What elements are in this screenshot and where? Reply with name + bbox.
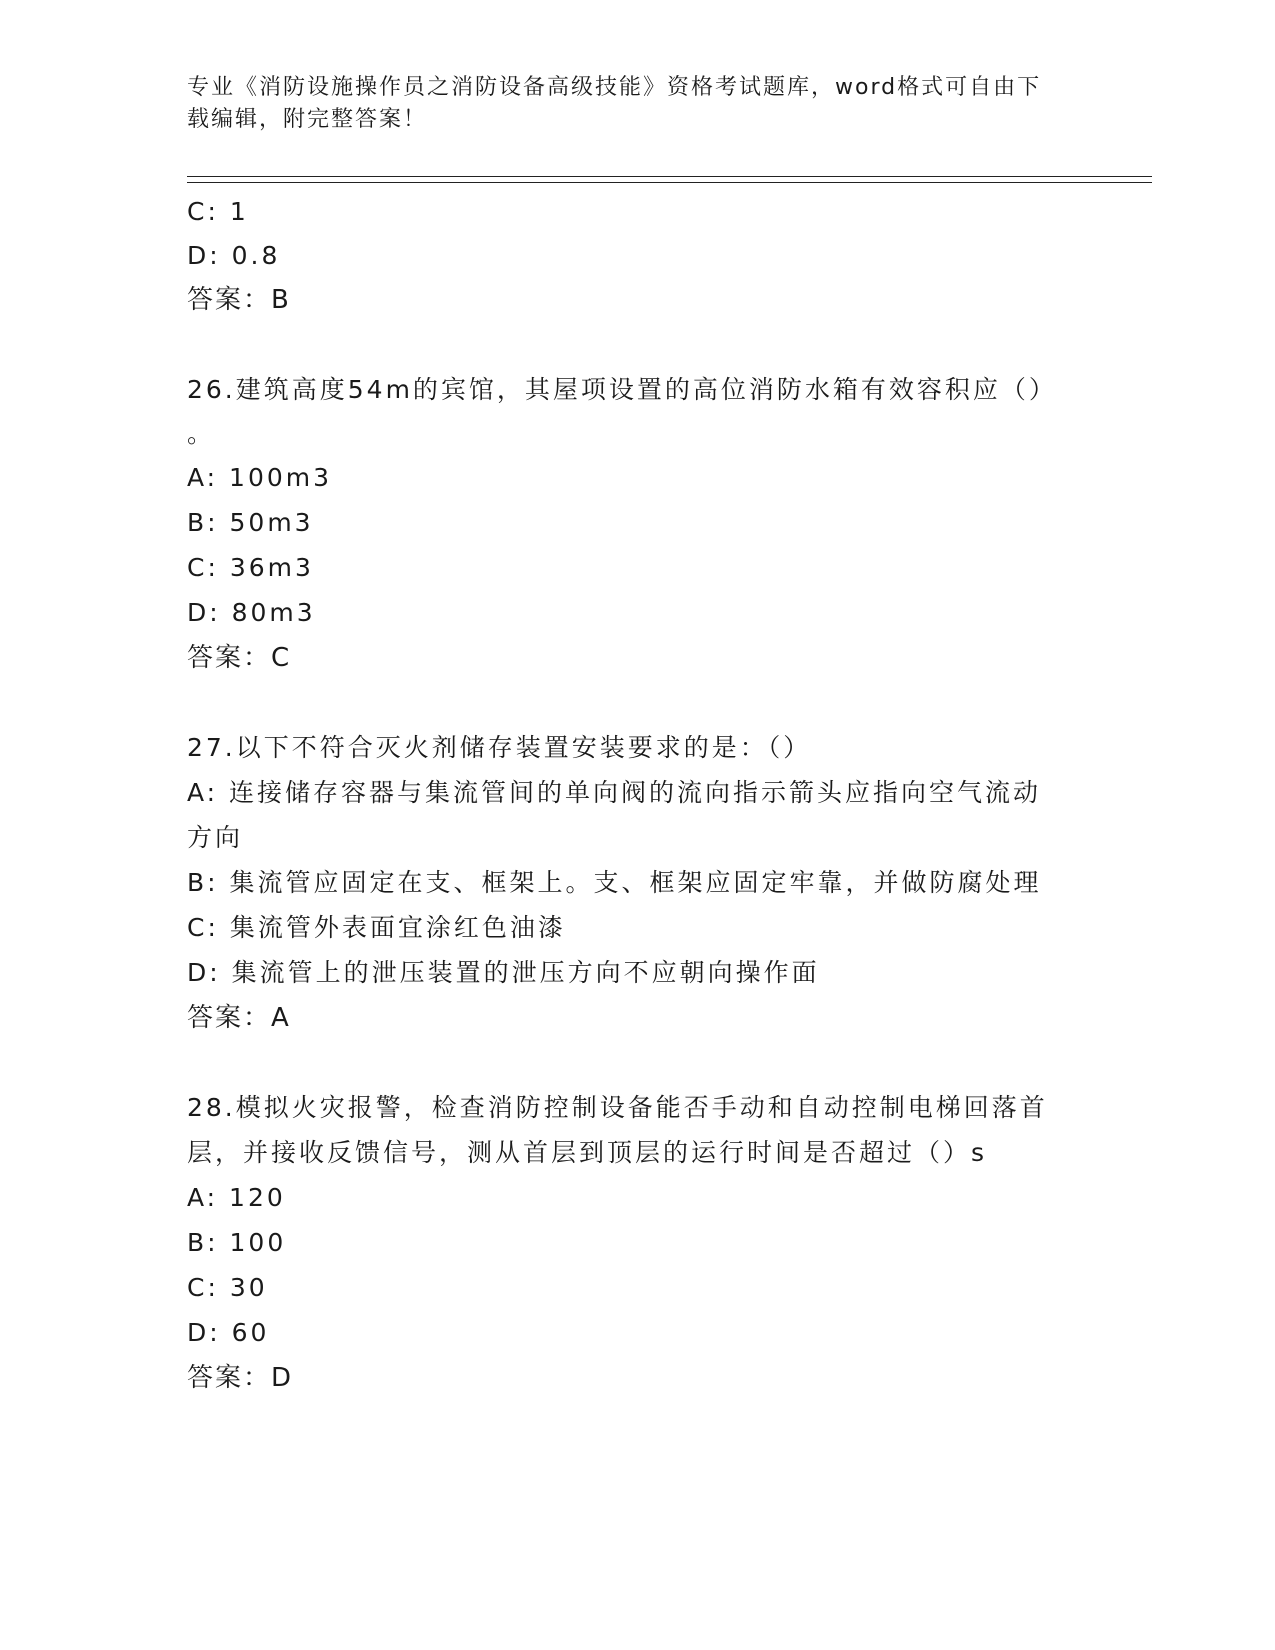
q27-option-d: D: 集流管上的泄压装置的泄压方向不应朝向操作面 <box>187 958 820 987</box>
q28-option-b: B: 100 <box>187 1228 287 1257</box>
q27-option-a-line-2: 方向 <box>187 823 244 852</box>
header-divider-top <box>187 176 1152 177</box>
header-line-1: 专业《消防设施操作员之消防设备高级技能》资格考试题库，word格式可自由下 <box>187 75 1042 100</box>
q26-option-b: B: 50m3 <box>187 508 314 537</box>
q27-answer: 答案：A <box>187 1003 291 1033</box>
q28-stem-line-2: 层，并接收反馈信号，测从首层到顶层的运行时间是否超过（）s <box>187 1138 988 1167</box>
q27-option-c: C: 集流管外表面宜涂红色油漆 <box>187 913 566 942</box>
q26-option-a: A: 100m3 <box>187 463 333 492</box>
q26-option-c: C: 36m3 <box>187 553 314 582</box>
prev-option-d: D: 0.8 <box>187 241 281 270</box>
q26-option-d: D: 80m3 <box>187 598 316 627</box>
q28-answer: 答案：D <box>187 1363 294 1393</box>
prev-answer: 答案：B <box>187 285 291 315</box>
document-header <box>187 72 1067 136</box>
q27-stem: 27.以下不符合灭火剂储存装置安装要求的是：（） <box>187 733 812 762</box>
header-divider-bottom <box>187 182 1152 183</box>
prev-option-c: C: 1 <box>187 197 249 226</box>
q28-option-d: D: 60 <box>187 1318 270 1347</box>
q26-answer: 答案：C <box>187 643 292 673</box>
q27-option-a-line-1: A: 连接储存容器与集流管间的单向阀的流向指示箭头应指向空气流动 <box>187 778 1042 807</box>
q28-option-c: C: 30 <box>187 1273 268 1302</box>
q26-stem-line-1: 26.建筑高度54m的宾馆，其屋项设置的高位消防水箱有效容积应（） <box>187 375 1057 404</box>
q28-option-a: A: 120 <box>187 1183 286 1212</box>
q27-option-b: B: 集流管应固定在支、框架上。支、框架应固定牢靠，并做防腐处理 <box>187 868 1042 897</box>
header-line-2: 载编辑，附完整答案！ <box>187 107 428 132</box>
q28-stem-line-1: 28.模拟火灾报警，检查消防控制设备能否手动和自动控制电梯回落首 <box>187 1093 1048 1122</box>
q26-stem-line-2: 。 <box>187 419 216 448</box>
